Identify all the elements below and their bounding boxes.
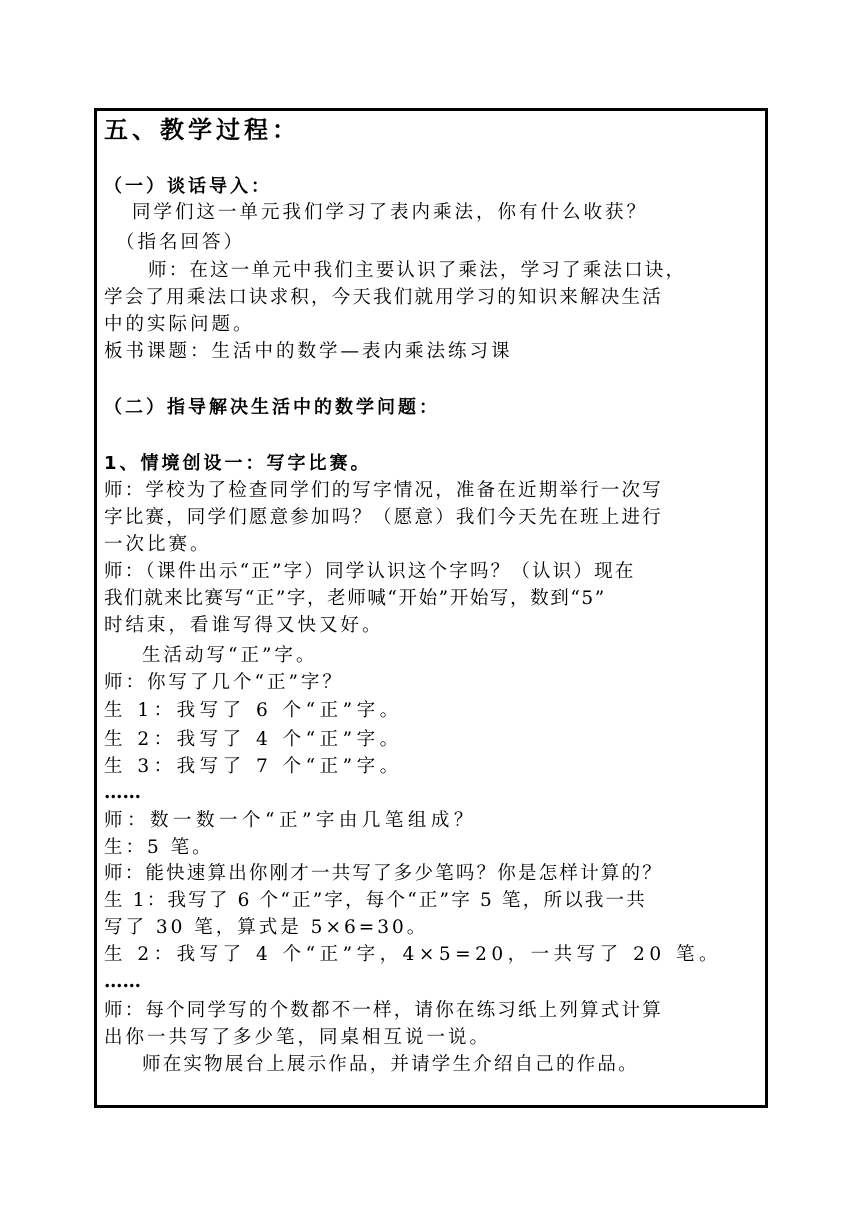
part1-line-5: 中的实际问题。: [104, 314, 255, 335]
part2-line-14: 生：5 笔。: [104, 837, 214, 858]
part1-line-3: 师：在这一单元中我们主要认识了乘法，学习了乘法口诀，: [148, 260, 687, 281]
part2-line-1: 师：学校为了检查同学们的写字情况，准备在近期举行一次写: [104, 480, 663, 501]
part2-subheading: 1、情境创设一：写字比赛。: [104, 453, 372, 474]
part2-ellipsis-2: ……: [104, 971, 141, 992]
part2-line-16: 生 1：我写了 6 个“正”字，每个“正”字 5 笔，所以我一共: [104, 890, 647, 911]
part2-line-5: 我们就来比赛写“正”字，老师喊“开始”开始写，数到“5”: [104, 588, 606, 609]
part2-line-13: 师：数一数一个“正”字由几笔组成？: [104, 810, 477, 831]
part1-heading: （一）谈话导入：: [104, 176, 272, 197]
part2-heading: （二）指导解决生活中的数学问题：: [104, 397, 440, 418]
part2-line-11: 生 3：我写了 7 个“正”字。: [104, 756, 403, 777]
part1-line-6: 板书课题：生活中的数学—表内乘法练习课: [104, 341, 513, 362]
section-title: 五、教学过程：: [104, 116, 300, 144]
part1-line-2: （指名回答）: [116, 232, 246, 253]
part2-line-6: 时结束，看谁写得又快又好。: [104, 615, 384, 636]
part2-line-9: 生 1：我写了 6 个“正”字。: [104, 700, 403, 721]
part2-line-10: 生 2：我写了 4 个“正”字。: [104, 729, 403, 750]
part2-line-22: 师在实物展台上展示作品，并请学生介绍自己的作品。: [142, 1054, 639, 1075]
part2-line-21: 出你一共写了多少笔，同桌相互说一说。: [104, 1027, 492, 1048]
part2-line-15: 师：能快速算出你刚才一共写了多少笔吗？你是怎样计算的？: [104, 863, 663, 884]
part1-line-1: 同学们这一单元我们学习了表内乘法，你有什么收获？: [132, 202, 649, 223]
part2-line-18: 生 2：我写了 4 个“正”字，4×5=20，一共写了 20 笔。: [104, 944, 722, 965]
part2-line-2: 字比赛，同学们愿意参加吗？（愿意）我们今天先在班上进行: [104, 507, 663, 528]
part1-line-4: 学会了用乘法口诀求积，今天我们就用学习的知识来解决生活: [104, 287, 663, 308]
part2-line-3: 一次比赛。: [104, 534, 212, 555]
part2-line-20: 师：每个同学写的个数都不一样，请你在练习纸上列算式计算: [104, 1000, 663, 1021]
part2-line-4: 师：（课件出示“正”字）同学认识这个字吗？（认识）现在: [104, 561, 636, 582]
part2-ellipsis-1: ……: [104, 782, 141, 803]
part2-line-7: 生活动写“正”字。: [142, 645, 318, 666]
part2-line-8: 师：你写了几个“正”字？: [104, 672, 344, 693]
part2-line-17: 写了 30 笔，算式是 5×6=30。: [104, 917, 429, 938]
